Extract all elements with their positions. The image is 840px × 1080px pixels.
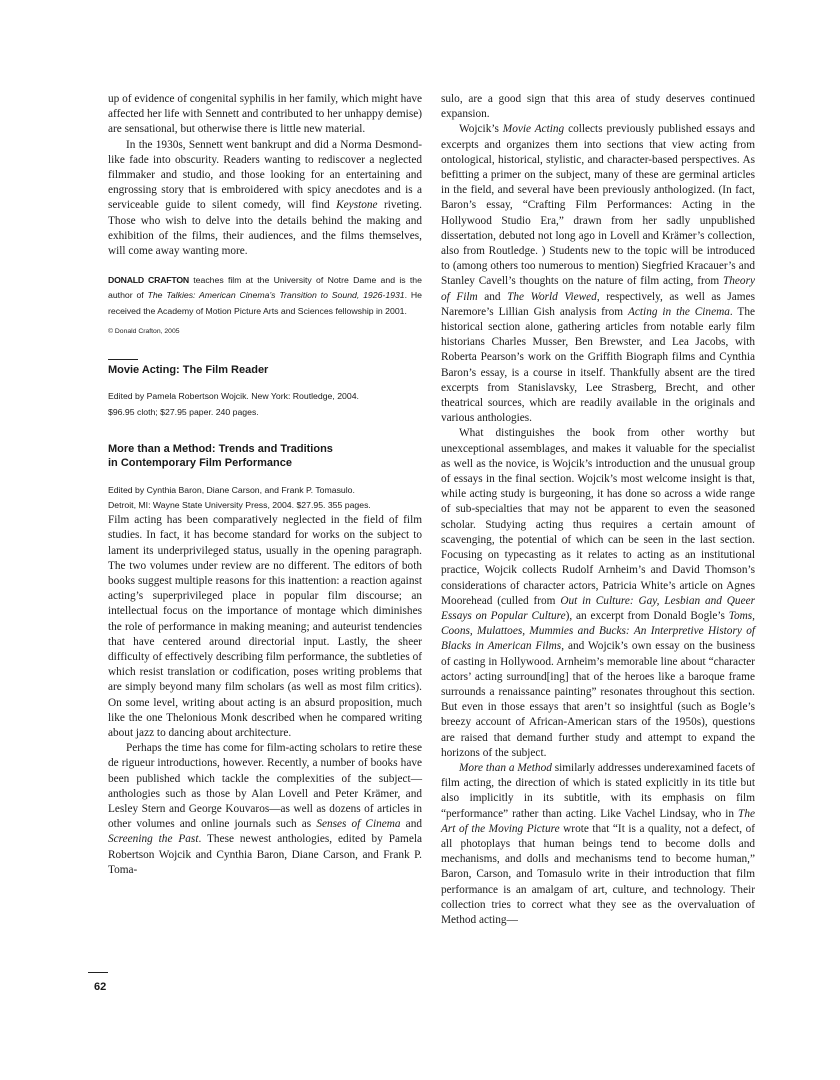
italic-title: Toms, Coons, Mulattoes, Mummies and Bucks: An Interpretive History of Blacks in American Films bbox=[441, 609, 756, 653]
italic-title: More than a Method bbox=[459, 761, 552, 774]
page-number: 62 bbox=[94, 981, 107, 993]
text-run: In the 1930s, Sennett went bankrupt and did a Norma Desmond-like fade into obscurity. Readers wanting to rediscover a neglected filmmaker and studio, and those looking for an entertaining and engrossing story that is embroidered with spicy anecdotes and is a serviceable guide to silent comedy, will find bbox=[108, 138, 422, 212]
book-title-line: More than a Method: Trends and Traditions bbox=[108, 442, 333, 455]
text-run: Perhaps the time has come for film-acting scholars to retire these de rigueur introductions, however. Recently, a number of books have been published which tackle the complexities of the subject—anthologies such as those by Alan Lovell and Peter Krämer, and Lesley Stern and George Kouvaros—as well as dozens of articles in other volumes and online journals such as bbox=[108, 742, 422, 831]
italic-title: Screening the Past bbox=[108, 833, 199, 846]
italic-title: Movie Acting bbox=[502, 123, 565, 136]
book-info-line: Edited by Cynthia Baron, Diane Carson, and Frank P. Tomasulo. bbox=[108, 484, 355, 495]
italic-title: Theory of Film bbox=[441, 275, 755, 303]
italic-title: Acting in the Cinema bbox=[628, 305, 730, 318]
text-run: and bbox=[477, 290, 508, 303]
text-run: wrote that “It is a quality, not a defect, of all photoplays that human beings tend to become dolls and mechanisms, and dolls and mechanisms tend to become human,” Baron, Carson, and Tomasulo write in their introduction that film performance is an amalgam of art, culture, and technology. Their collection tries to correct what they see as the overvaluation of Method acting— bbox=[441, 822, 756, 926]
right-paragraph-2 bbox=[441, 122, 755, 426]
page-number-rule bbox=[88, 972, 108, 973]
left-paragraph-1: up of evidence of congenital syphilis in her family, which might have affected her life with Sennett and contributed to her unhappy demise) are sensational, but otherwise there is little new material. bbox=[108, 93, 422, 136]
text-run: , respectively, as well as James Naremore’s Lillian Gish analysis from bbox=[441, 290, 755, 318]
text-run: riveting. Those who wish to delve into the details behind the making and exhibition of the films, their audiences, and the films themselves, will come away wanting more. bbox=[108, 199, 422, 258]
right-paragraph-4 bbox=[441, 761, 755, 928]
text-run: What distinguishes the book from other worthy but unexceptional assemblages, and makes it valuable for the specialist as well as the novice, is Wojcik’s introduction and the unusual group of essays in the final section. Wojcik’s most welcome insight is that, while acting study is burgeoning, it has done so across a wide range of sub-specialties that may not be apparent to even the seasoned scholar. Studying acting thus requires a certain amount of scavenging, the potential of which can be seen in the last section. Focusing on typecasting as it relates to acting as an institutional practice, Wojcik collects Rudolf Arnheim’s and David Thomson’s considerations of character actors, Patricia White’s article on Agnes Moorehead (culled from bbox=[441, 427, 755, 607]
text-run: . The historical section alone, gathering articles from notable early film historians Charles Musser, Ben Brewster, and Lea Jacobs, with Roberta Pearson’s work on the Griffith Biograph films and Cynthia Baron’s essay, is a course in itself. Thankfully absent are the tired excerpts from Stanislavsky, Lee Strasberg, Brecht, and other theatrical sources, which are readily available in the originals and various anthologies. bbox=[441, 305, 755, 425]
text-run: . These newest anthologies, edited by Pamela Robertson Wojcik and Cynthia Baron, Diane Carson, and Frank P. Toma- bbox=[108, 833, 423, 876]
text-run: . He received the Academy of Motion Picture Arts and Sciences fellowship in 2001. bbox=[108, 290, 422, 316]
left-paragraph-2 bbox=[108, 138, 422, 260]
italic-title: Keystone bbox=[336, 199, 378, 212]
italic-title: The Talkies: American Cinema’s Transition to Sound, 1926-1931 bbox=[147, 290, 405, 301]
left-paragraph-4 bbox=[108, 741, 422, 878]
book-title-1: Movie Acting: The Film Reader bbox=[108, 363, 269, 376]
book-info-line: Detroit, MI: Wayne State University Press, 2004. $27.95. 355 pages. bbox=[108, 499, 371, 510]
book-title-2 bbox=[108, 442, 422, 471]
text-run: collects previously published essays and excerpts and organizes them into sections that view acting from ontological, historical, stylistic, and character-based perspectives. As befitting a primer on the subject, many of these are germinal articles in the field, and several have been previously anthologized. (In fact, Baron’s essay, “Crafting Film Performances: Acting in the Hollywood Studio Era,” drawn from her sadly unpublished dissertation, debuted not long ago in Lovell and Krämer’s collection, also from Routledge. ) Students new to the topic will be introduced to (among others too numerous to mention) Siegfried Kracauer’s and Stanley Cavell’s thoughts on the nature of film acting, from bbox=[441, 123, 755, 288]
italic-title: Out in Culture: Gay, Lesbian and Queer Essays on Popular Culture bbox=[441, 594, 755, 622]
book-info-1 bbox=[108, 389, 422, 419]
left-paragraph-3: Film acting has been comparatively neglected in the field of film studies. In fact, it has become standard for works on the subject to lament its underprivileged status, usually in the opening paragraph. The two volumes under review are no different. The editors of both books suggest multiple reasons for this inattention: a reaction against acting’s superprivileged place in popular film discourse; an intellectual focus on the importance of montage which diminishes the role of performance in making meaning; and auteurist tendencies that have centered around directorial input. Lastly, the sheer difficulty of effectively describing film performance, the subtleties of which resist translation or codification, poses writing problems that are simply beyond many film scholars (as well as most film critics). On some level, writing about acting is an absurd proposition, much like the one Thelonious Monk described when he compared writing about jazz to dancing about architecture. bbox=[108, 514, 422, 739]
book-title-line: in Contemporary Film Performance bbox=[108, 457, 292, 470]
copyright-line: © Donald Crafton, 2005 bbox=[108, 327, 180, 335]
text-run: Wojcik’s bbox=[459, 123, 503, 136]
right-paragraph-3 bbox=[441, 426, 755, 760]
book-info-line: Edited by Pamela Robertson Wojcik. New York: Routledge, 2004. bbox=[108, 391, 359, 402]
right-column bbox=[441, 92, 755, 928]
left-column bbox=[108, 92, 422, 878]
italic-title: The Art of the Moving Picture bbox=[441, 807, 755, 835]
text-run: similarly addresses underexamined facets of film acting, the direction of which is stated explicitly in its title but also implicitly in its subtitle, with its emphasis on film “performance” rather than acting. Like Vachel Lindsay, who in bbox=[441, 761, 755, 820]
italic-title: Senses of Cinema bbox=[316, 818, 401, 831]
book-info-line: $96.95 cloth; $27.95 paper. 240 pages. bbox=[108, 406, 259, 417]
text-run: ), an excerpt from Donald Bogle’s bbox=[565, 609, 729, 622]
author-name: DONALD CRAFTON bbox=[108, 275, 189, 286]
italic-title: The World Viewed bbox=[507, 290, 597, 303]
text-run: teaches film at the University of Notre Dame and is the author of bbox=[108, 275, 422, 301]
author-bio bbox=[108, 273, 422, 319]
right-paragraph-1: sulo, are a good sign that this area of study deserves continued expansion. bbox=[441, 93, 755, 121]
text-run: , and Wojcik’s own essay on the business of casting in Hollywood. Arnheim’s memorable line about “character actors’ acting surround[ing] that of the heroes like a baroque frame surrounds a renaissance painting” resonates throughout this section. But even in those essays that aren’t so insightful (such as Bogle’s breezy account of African-American stars of the 1950s), questions are raised that demand further study and attempt to expand the horizons of the subject. bbox=[441, 640, 756, 759]
text-run: and bbox=[400, 818, 422, 831]
section-divider bbox=[108, 359, 138, 360]
book-info-2 bbox=[108, 483, 422, 513]
